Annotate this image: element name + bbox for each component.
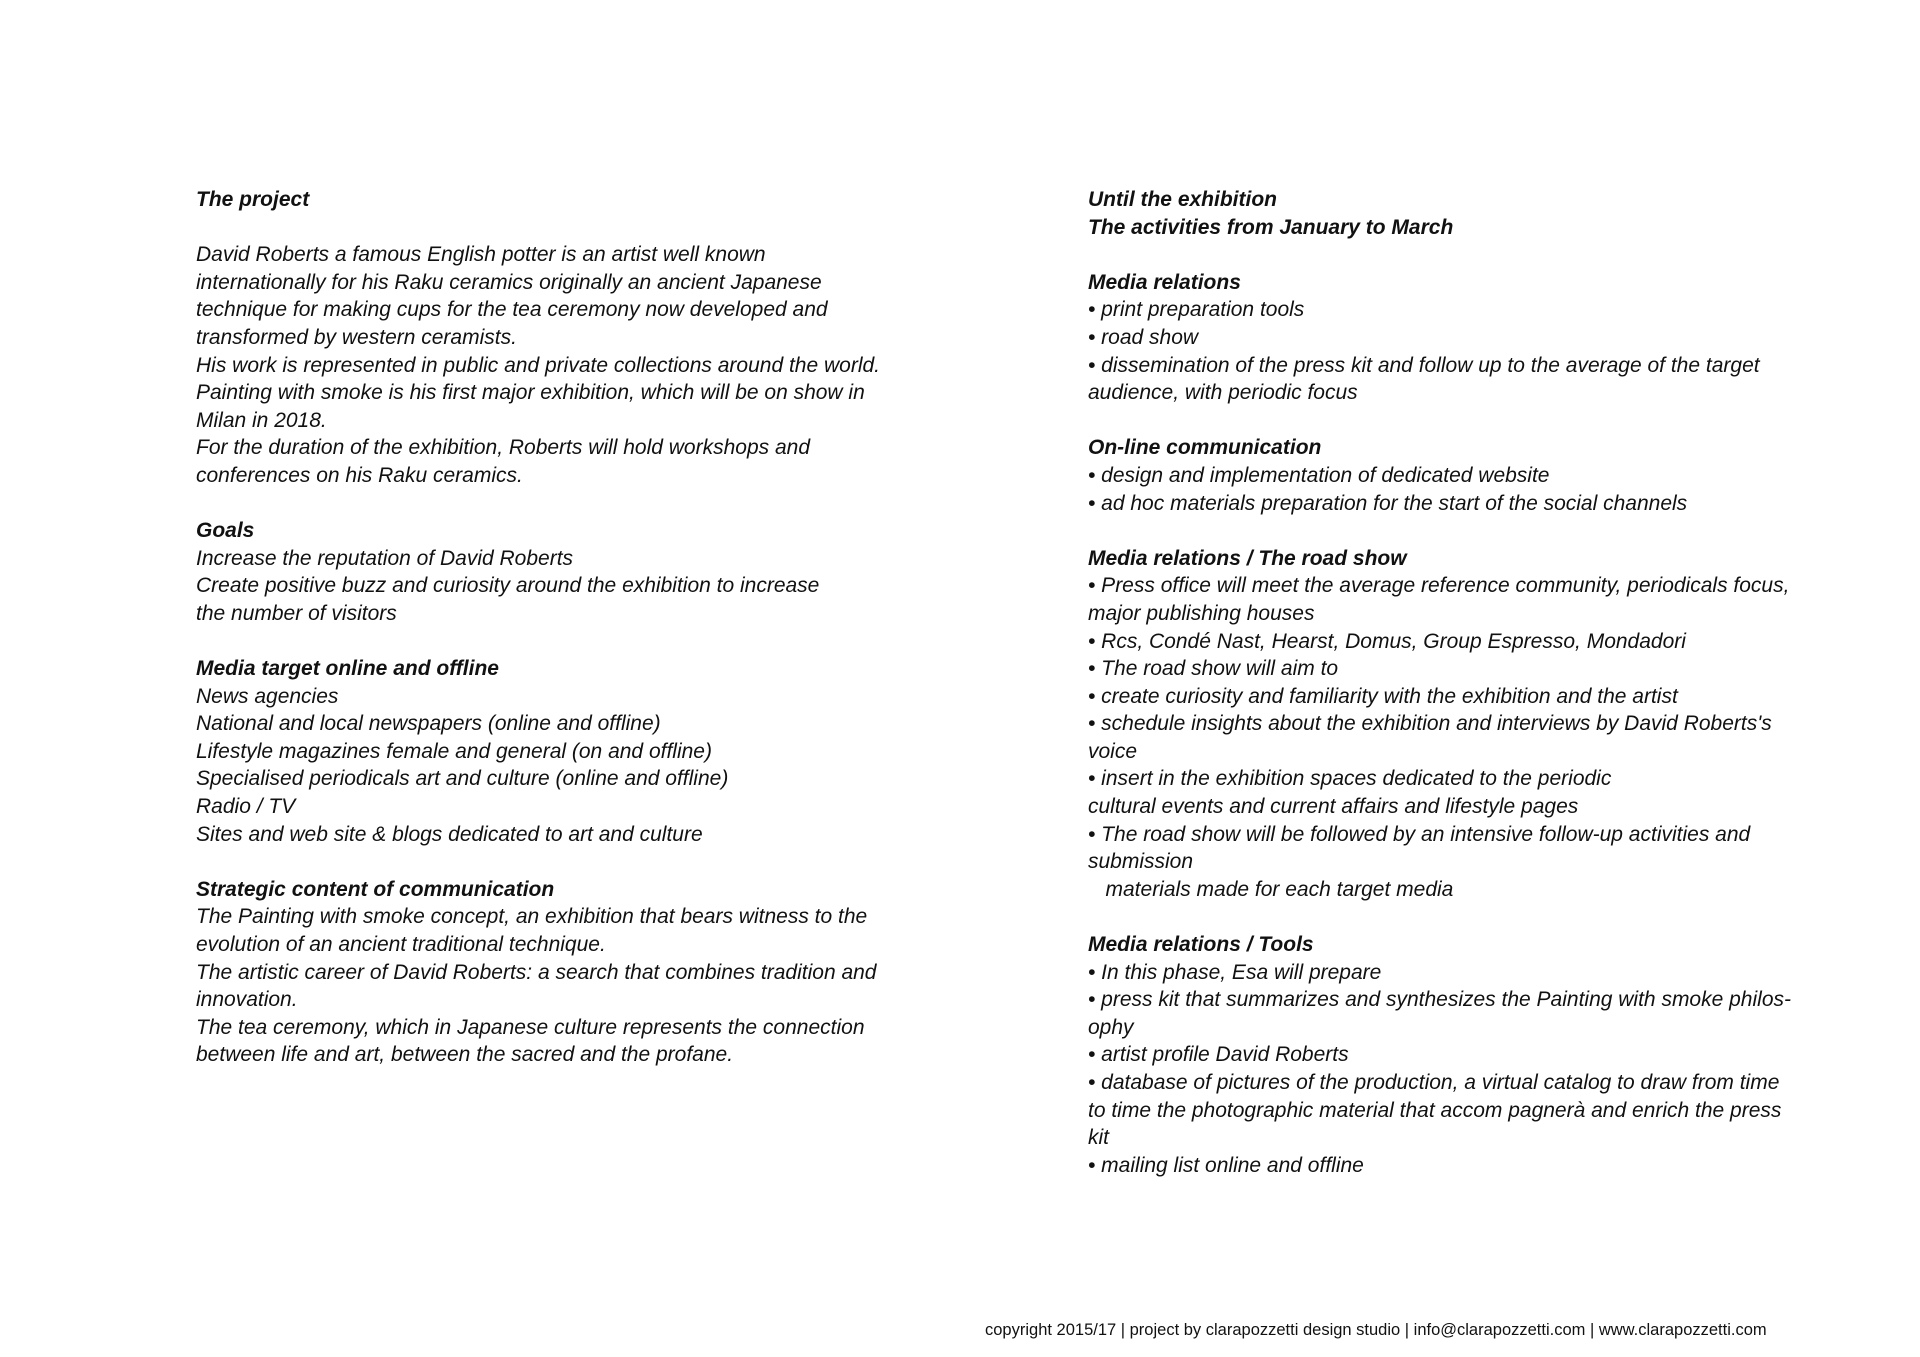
text-line: Create positive buzz and curiosity around the exhibition to increase: [196, 574, 820, 598]
text-line: • schedule insights about the exhibition and interviews by David Roberts's: [1088, 712, 1772, 736]
media-relations-body: [1088, 296, 1898, 406]
left-column: [196, 186, 986, 1069]
text-line: to time the photographic material that accom pagnerà and enrich the press: [1088, 1098, 1782, 1122]
text-line: The tea ceremony, which in Japanese culture represents the connection: [196, 1015, 865, 1039]
text-line: • artist profile David Roberts: [1088, 1043, 1349, 1067]
text-line: National and local newspapers (online and offline): [196, 712, 661, 736]
text-line: The artistic career of David Roberts: a search that combines tradition and: [196, 960, 877, 984]
text-line: technique for making cups for the tea ceremony now developed and: [196, 298, 828, 322]
project-heading: The project: [196, 188, 310, 211]
text-line: • print preparation tools: [1088, 298, 1305, 322]
text-line: kit: [1088, 1126, 1109, 1150]
spacer: [196, 490, 986, 518]
text-line: Sites and web site & blogs dedicated to art and culture: [196, 822, 703, 846]
text-line: Painting with smoke is his first major exhibition, which will be on show in: [196, 381, 865, 405]
text-line: Radio / TV: [196, 795, 296, 819]
text-line: Increase the reputation of David Roberts: [196, 546, 574, 570]
until-heading: Until the exhibition: [1088, 188, 1277, 211]
goals-body: [196, 545, 986, 628]
text-line: materials made for each target media: [1088, 877, 1454, 901]
spacer: [196, 214, 986, 242]
text-line: • create curiosity and familiarity with the exhibition and the artist: [1088, 684, 1678, 708]
strategic-body: [196, 903, 986, 1069]
text-line: • road show: [1088, 325, 1199, 349]
text-line: Specialised periodicals art and culture (online and offline): [196, 767, 729, 791]
goals-heading: Goals: [196, 519, 255, 543]
text-line: conferences on his Raku ceramics.: [196, 463, 523, 487]
text-line: • press kit that summarizes and synthesizes the Painting with smoke philos-: [1088, 988, 1791, 1012]
media-target-body: [196, 683, 986, 849]
project-body: [196, 241, 986, 489]
text-line: The Painting with smoke concept, an exhibition that bears witness to the: [196, 905, 868, 929]
text-line: • Press office will meet the average reference community, periodicals focus,: [1088, 574, 1790, 598]
strategic-heading: Strategic content of communication: [196, 877, 555, 901]
text-line: ophy: [1088, 1015, 1134, 1039]
text-line: • dissemination of the press kit and follow up to the average of the target: [1088, 353, 1760, 377]
text-line: • ad hoc materials preparation for the start of the social channels: [1088, 491, 1688, 515]
text-line: transformed by western ceramists.: [196, 325, 517, 349]
text-line: • The road show will aim to: [1088, 657, 1339, 681]
text-line: • mailing list online and offline: [1088, 1153, 1364, 1177]
spacer: [1088, 517, 1898, 545]
spacer: [1088, 903, 1898, 931]
text-line: • design and implementation of dedicated website: [1088, 463, 1550, 487]
text-line: voice: [1088, 739, 1138, 763]
spacer: [196, 628, 986, 656]
text-line: major publishing houses: [1088, 601, 1315, 625]
text-line: Milan in 2018.: [196, 408, 327, 432]
text-line: • Rcs, Condé Nast, Hearst, Domus, Group Espresso, Mondadori: [1088, 629, 1686, 653]
road-show-heading: Media relations / The road show: [1088, 546, 1407, 570]
text-line: • The road show will be followed by an intensive follow-up activities and: [1088, 822, 1751, 846]
spacer: [1088, 407, 1898, 435]
media-target-heading: Media target online and offline: [196, 657, 499, 681]
online-body: [1088, 462, 1898, 517]
right-column: [1088, 186, 1898, 1179]
text-line: Lifestyle magazines female and general (on and offline): [196, 739, 712, 763]
spacer: [196, 848, 986, 876]
text-line: between life and art, between the sacred and the profane.: [196, 1043, 734, 1067]
text-line: the number of visitors: [196, 601, 397, 625]
tools-body: [1088, 959, 1898, 1180]
text-line: audience, with periodic focus: [1088, 381, 1358, 405]
media-relations-heading: Media relations: [1088, 270, 1241, 294]
text-line: cultural events and current affairs and lifestyle pages: [1088, 795, 1579, 819]
online-heading: On-line communication: [1088, 436, 1322, 460]
until-subheading: The activities from January to March: [1088, 215, 1454, 239]
text-line: submission: [1088, 850, 1194, 874]
text-line: internationally for his Raku ceramics originally an ancient Japanese: [196, 270, 822, 294]
text-line: • In this phase, Esa will prepare: [1088, 960, 1382, 984]
text-line: • insert in the exhibition spaces dedicated to the periodic: [1088, 767, 1612, 791]
road-show-body: [1088, 572, 1898, 903]
text-line: • database of pictures of the production, a virtual catalog to draw from time: [1088, 1071, 1780, 1094]
spacer: [1088, 241, 1898, 269]
text-line: His work is represented in public and private collections around the world.: [196, 353, 881, 377]
text-line: David Roberts a famous English potter is an artist well known: [196, 243, 766, 267]
footer-copyright: copyright 2015/17 | project by clarapozzetti design studio | info@clarapozzetti.com | www.clarapozzetti.com: [985, 1321, 1767, 1339]
tools-heading: Media relations / Tools: [1088, 933, 1314, 957]
text-line: For the duration of the exhibition, Roberts will hold workshops and: [196, 436, 811, 460]
text-line: evolution of an ancient traditional technique.: [196, 933, 606, 957]
text-line: News agencies: [196, 684, 339, 708]
text-line: innovation.: [196, 988, 298, 1012]
